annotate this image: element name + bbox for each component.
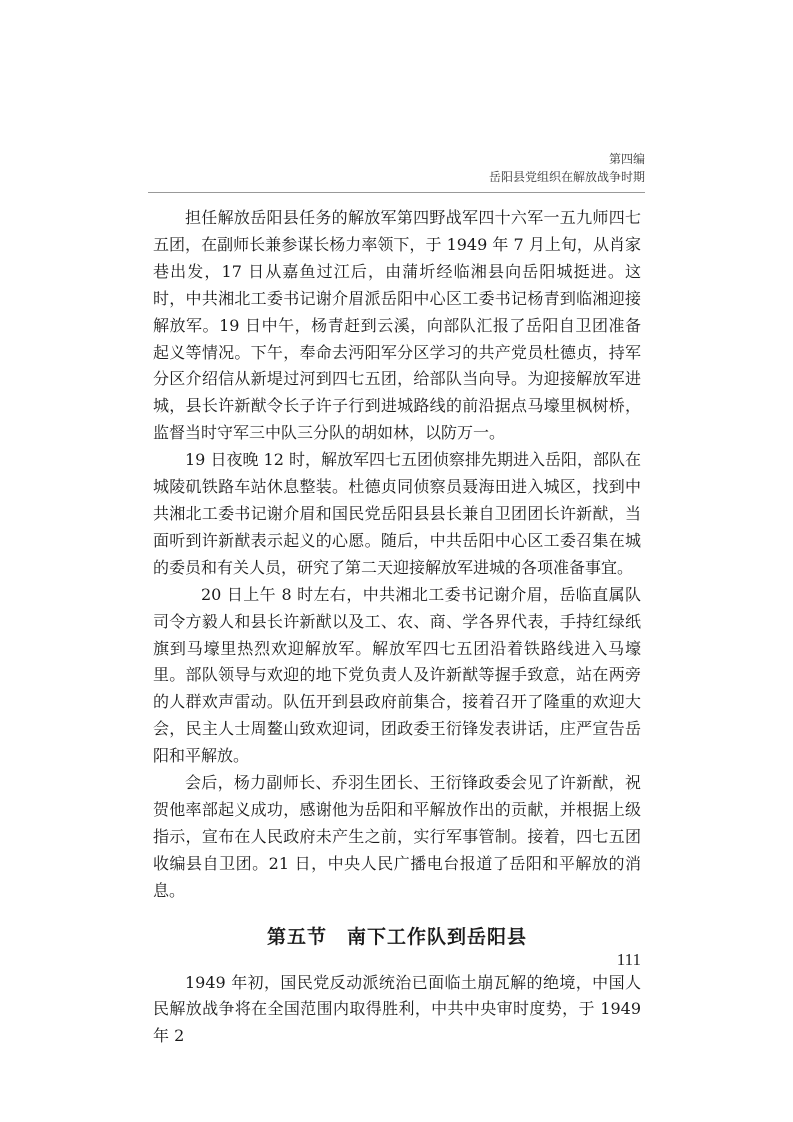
- paragraph-2: 19 日夜晚 12 时，解放军四七五团侦察排先期进入岳阳，部队在城陵矶铁路车站休息整装。杜德贞同侦察员聂海田进入城区，找到中共湘北工委书记谢介眉和国民党岳阳县县长兼自卫团团长许新猷，当面听到许新猷表示起义的心愿。随后，中共岳阳中心区工委召集在城的委员和有关人员，研究了第二天迎接解放军进城的各项准备事宜。: [153, 450, 641, 577]
- section-title: 第五节 南下工作队到岳阳县: [266, 925, 527, 948]
- header-subtitle: 岳阳县党组织在解放战争时期: [488, 170, 645, 184]
- paragraph-5: 1949 年初，国民党反动派统治已面临土崩瓦解的绝境，中国人民解放战争将在全国范围内取得胜利，中共中央审时度势，于 1949 年 2: [153, 972, 641, 1046]
- page-number: 111: [616, 950, 641, 969]
- running-header: [489, 150, 645, 186]
- header-divider: [148, 192, 645, 193]
- paragraph-1: 担任解放岳阳县任务的解放军第四野战军四十六军一五九师四七五团，在副师长兼参谋长杨力率领下，于 1949 年 7 月上旬，从肖家巷出发，17 日从嘉鱼过江后，由蒲圻经临湘县向岳阳城挺进。这时，中共湘北工委书记谢介眉派岳阳中心区工委书记杨青到临湘迎接解放军。19 日中午，杨青赶到云溪，向部队汇报了岳阳自卫团准备起义等情况。下午，奉命去沔阳军分区学习的共产党员杜德贞，持军分区介绍信从新堤过河到四七五团，给部队当向导。为迎接解放军进城，县长许新猷令长子许子行到进城路线的前沿据点马壕里枫树桥，监督当时守军三中队三分队的胡如林，以防万一。: [153, 208, 641, 443]
- body-text: [153, 205, 641, 1050]
- paragraph-3: 20 日上午 8 时左右，中共湘北工委书记谢介眉，岳临直属队司令方毅人和县长许新猷以及工、农、商、学各界代表，手持红绿纸旗到马壕里热烈欢迎解放军。解放军四七五团沿着铁路线进入马壕里。部队领导与欢迎的地下党负责人及许新猷等握手致意，站在两旁的人群欢声雷动。队伍开到县政府前集合，接着召开了隆重的欢迎大会，民主人士周鳌山致欢迎词，团政委王衍锋发表讲话，庄严宣告岳阳和平解放。: [153, 584, 641, 766]
- paragraph-4: 会后，杨力副师长、乔羽生团长、王衍锋政委会见了许新猷，祝贺他率部起义成功，感谢他为岳阳和平解放作出的贡献，并根据上级指示，宣布在人民政府未产生之前，实行军事管制。接着，四七五团收编县自卫团。21 日，中央人民广播电台报道了岳阳和平解放的消息。: [153, 773, 641, 900]
- header-part-label: 第四编: [608, 152, 645, 166]
